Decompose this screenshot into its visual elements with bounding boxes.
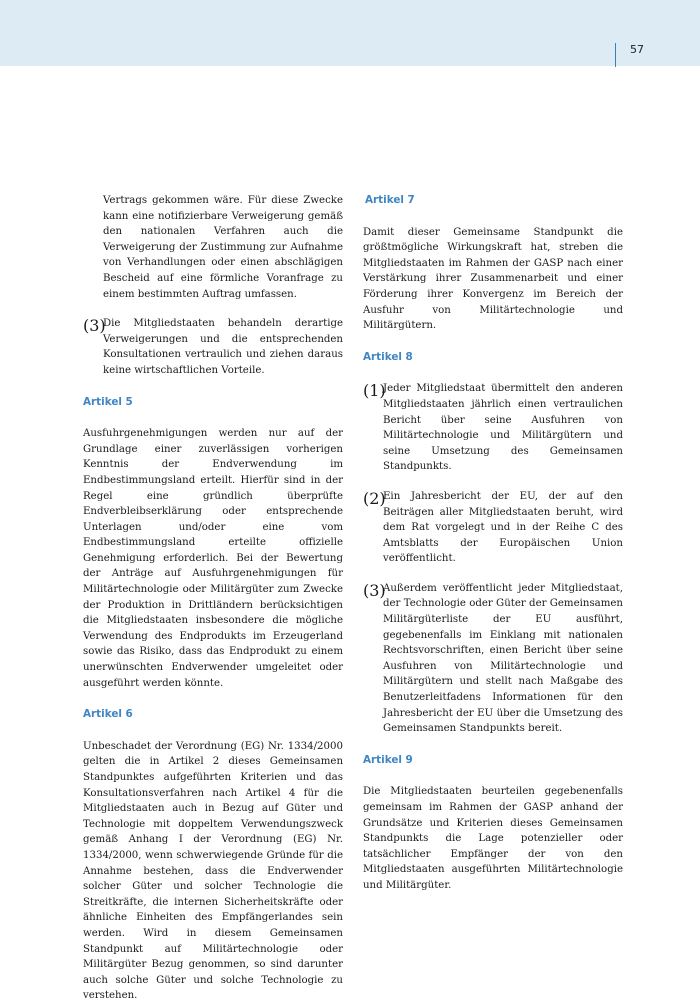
item-text: Die Mitgliedstaaten behandeln derartige Verweigerungen und die entsprechenden Konsultationen vertraulich und ziehen daraus keine wirtschaftlichen Vorteile. <box>103 318 343 376</box>
article-9-text: Die Mitgliedstaaten beurteilen gegebenenfalls gemeinsam im Rahmen der GASP anhand der Grundsätze und Kriterien dieses Gemeinsamen Standpunkts die Lage potenzieller oder tatsächlicher Empfänger der von den Mitgliedstaaten ausgeführten Militärtechnologie und Militärgüter. <box>363 786 623 891</box>
item-number: (1) <box>363 381 386 401</box>
article-4-continuation: Vertrags gekommen wäre. Für diese Zwecke kann eine notifizierbare Verweigerung gemäß den nationalen Verfahren auch die Verweigerung der Zustimmung zur Aufnahme von Verhandlungen oder einen abschlägigen Bescheid auf eine förmliche Voranfrage zu einem bestimmten Auftrag umfassen. <box>103 195 343 300</box>
item-text: Ein Jahresbericht der EU, der auf den Beiträgen aller Mitgliedstaaten beruht, wird dem Rat vorgelegt und in der Reihe C des Amtsblatts der Europäischen Union veröffentlicht. <box>383 490 623 565</box>
article-9-heading: Artikel 9 <box>363 753 413 766</box>
right-column <box>363 193 623 894</box>
article-7-heading: Artikel 7 <box>365 194 415 206</box>
article-8-heading: Artikel 8 <box>363 350 413 363</box>
left-column <box>83 193 343 1004</box>
page-number: 57 <box>630 43 644 56</box>
article-8-item-3 <box>363 581 623 737</box>
item-number: (3) <box>83 316 106 336</box>
article-6-heading: Artikel 6 <box>83 708 133 721</box>
article-7-text: Damit dieser Gemeinsame Standpunkt die größtmögliche Wirkungskraft hat, streben die Mitgliedstaaten im Rahmen der GASP nach einer Verstärkung ihrer Zusammenarbeit und einer Förderung ihrer Konvergenz im Bereich der Ausfuhr von Militärtechnologie und Militärgütern. <box>363 226 623 332</box>
item-number: (3) <box>363 580 386 600</box>
article-4-item-3 <box>83 316 343 378</box>
item-text: Jeder Mitgliedstaat übermittelt den anderen Mitgliedstaaten jährlich einen vertraulichen Bericht über seine Ausfuhren von Militärtechnologie und Militärgütern und seine Umsetzung des Gemeinsamen Standpunkts. <box>383 383 623 473</box>
article-5-text: Ausfuhrgenehmigungen werden nur auf der Grundlage einer zuverlässigen vorherigen Kenntnis der Endverwendung im Endbestimmungsland erteilt. Hierfür sind in der Regel eine gründlich überprüfte Endverbleibserklärung oder entsprechende Unterlagen und/oder eine vom Endbestimmungsland erteilte offizielle Genehmigung erforderlich. Bei der Bewertung der Anträge auf Ausfuhrgenehmigungen für Militärtechnologie oder Militärgüter zum Zwecke der Produktion in Drittländern berücksichtigen die Mitgliedstaaten insbesondere die mögliche Verwendung des Endprodukts im Erzeugerland sowie das Risiko, dass das Endprodukt zu einem unerwünschten Endverwender umgeleitet oder ausgeführt werden könnte. <box>83 428 343 689</box>
item-number: (2) <box>363 488 386 508</box>
article-5-heading: Artikel 5 <box>83 395 133 408</box>
article-8-item-1 <box>363 381 623 475</box>
article-8-item-2 <box>363 489 623 567</box>
page-header-band <box>0 0 700 66</box>
page-number-divider <box>615 43 616 67</box>
item-text: Außerdem veröffentlicht jeder Mitgliedstaat, der Technologie oder Güter der Gemeinsamen Militärgüterliste der EU ausführt, gegebenenfalls im Einklang mit nationalen Rechtsvorschriften, einen Bericht über seine Ausfuhren von Militärtechnologie und Militärgütern und stellt nach Maßgabe des Benutzerleitfadens Informationen für den Jahresbericht der EU über die Umsetzung des Gemeinsamen Standpunkts bereit. <box>383 582 623 735</box>
article-6-text: Unbeschadet der Verordnung (EG) Nr. 1334/2000 gelten die in Artikel 2 dieses Gemeinsamen Standpunktes aufgeführten Kriterien und das Konsultationsverfahren nach Artikel 4 für die Mitgliedstaaten auch in Bezug auf Güter und Technologie mit doppeltem Verwendungszweck gemäß Anhang I der Verordnung (EG) Nr. 1334/2000, wenn schwerwiegende Gründe für die Annahme bestehen, dass die Endverwender solcher Güter und solcher Technologie die Streitkräfte, die internen Sicherheitskräfte oder ähnliche Einheiten des Empfängerlandes sein werden. Wird in diesem Gemeinsamen Standpunkt auf Militärtechnologie oder Militärgüter Bezug genommen, so sind darunter auch solche Güter und solche Technologie zu verstehen. <box>83 740 343 1002</box>
